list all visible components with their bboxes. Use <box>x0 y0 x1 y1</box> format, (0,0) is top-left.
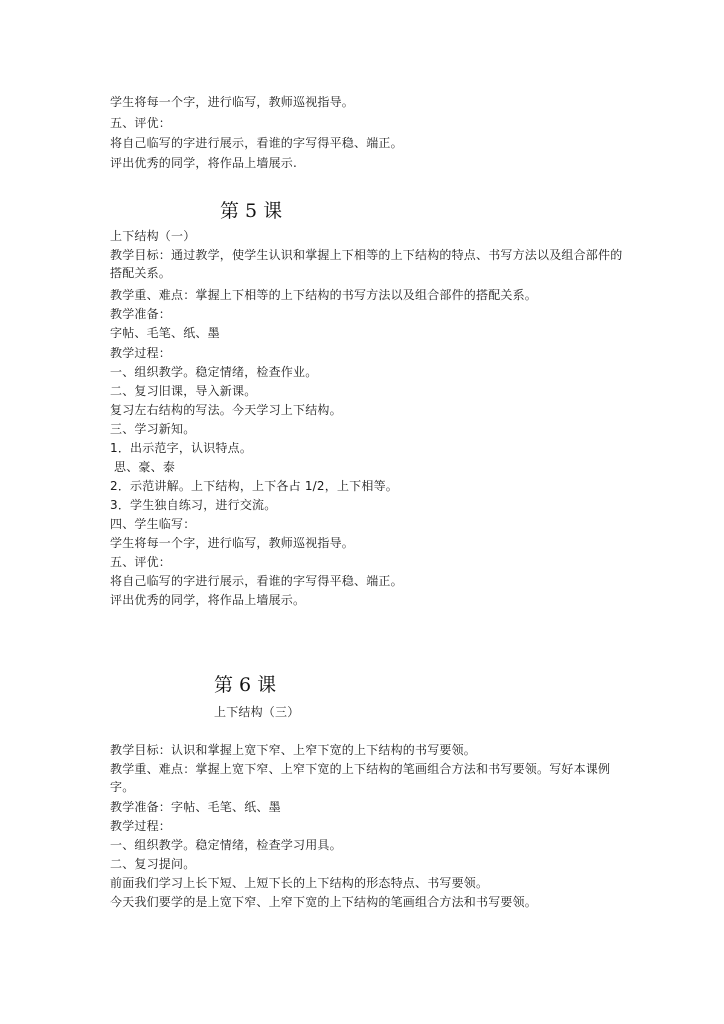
lesson-5-step-3-3: 3．学生独自练习，进行交流。 <box>110 498 277 512</box>
lesson-6-subtitle: 上下结构（三） <box>214 705 300 719</box>
lesson-6-step-1: 一、组织教学。稳定情绪，检查学习用具。 <box>110 838 342 852</box>
text-line: 学生将每一个字，进行临写，教师巡视指导。 <box>110 95 355 109</box>
lesson-6-focus: 教学重、难点：掌握上宽下窄、上窄下宽的上下结构的笔画组合方法和书写要领。写好本课例字。 <box>110 762 611 794</box>
lesson-5-subtitle: 上下结构（一） <box>110 229 196 243</box>
lesson-5-example-chars: 思、豪、泰 <box>110 460 176 474</box>
lesson-6-goal: 教学目标：认识和掌握上宽下窄、上窄下宽的上下结构的书写要领。 <box>110 743 477 757</box>
lesson-5-title: 第 5 课 <box>220 200 283 222</box>
lesson-5-prep-label: 教学准备： <box>110 307 172 321</box>
lesson-5-prep-items: 字帖、毛笔、纸、墨 <box>110 326 220 340</box>
lesson-5-step-2: 二、复习旧课，导入新课。 <box>110 384 257 398</box>
section-heading: 五、评优： <box>110 116 172 130</box>
text-line: 将自己临写的字进行展示，看谁的字写得平稳、端正。 <box>110 136 403 150</box>
lesson-5-step-3-2: 2．示范讲解。上下结构，上下各占 1/2，上下相等。 <box>110 479 398 493</box>
lesson-5-step-1: 一、组织教学。稳定情绪，检查作业。 <box>110 365 318 379</box>
lesson-5-step-4: 四、学生临写： <box>110 517 196 531</box>
lesson-5-step-5-text-1: 将自己临写的字进行展示，看谁的字写得平稳、端正。 <box>110 574 403 588</box>
lesson-5-step-3-1: 1．出示范字，认识特点。 <box>110 441 253 455</box>
lesson-6-step-2-text-2: 今天我们要学的是上宽下窄、上窄下宽的上下结构的笔画组合方法和书写要领。 <box>110 895 538 909</box>
lesson-5-process-label: 教学过程： <box>110 346 172 360</box>
lesson-5-step-4-text: 学生将每一个字，进行临写，教师巡视指导。 <box>110 536 355 550</box>
lesson-5-step-3: 三、学习新知。 <box>110 422 196 436</box>
lesson-5-focus: 教学重、难点：掌握上下相等的上下结构的书写方法以及组合部件的搭配关系。 <box>110 288 538 302</box>
lesson-6-process-label: 教学过程： <box>110 819 172 833</box>
lesson-5-step-5-text-2: 评出优秀的同学，将作品上墙展示。 <box>110 593 306 607</box>
lesson-6-step-2-text-1: 前面我们学习上长下短、上短下长的上下结构的形态特点、书写要领。 <box>110 876 489 890</box>
lesson-6-title: 第 6 课 <box>214 674 277 696</box>
lesson-5-goal: 教学目标：通过教学，使学生认识和掌握上下相等的上下结构的特点、书写方法以及组合部件的搭配关系。 <box>110 248 623 280</box>
lesson-5-step-2-text: 复习左右结构的写法。今天学习上下结构。 <box>110 403 342 417</box>
lesson-6-prep: 教学准备：字帖、毛笔、纸、墨 <box>110 800 281 814</box>
text-line: 评出优秀的同学，将作品上墙展示. <box>110 156 298 170</box>
lesson-6-step-2: 二、复习提问。 <box>110 857 196 871</box>
lesson-5-step-5: 五、评优： <box>110 555 172 569</box>
